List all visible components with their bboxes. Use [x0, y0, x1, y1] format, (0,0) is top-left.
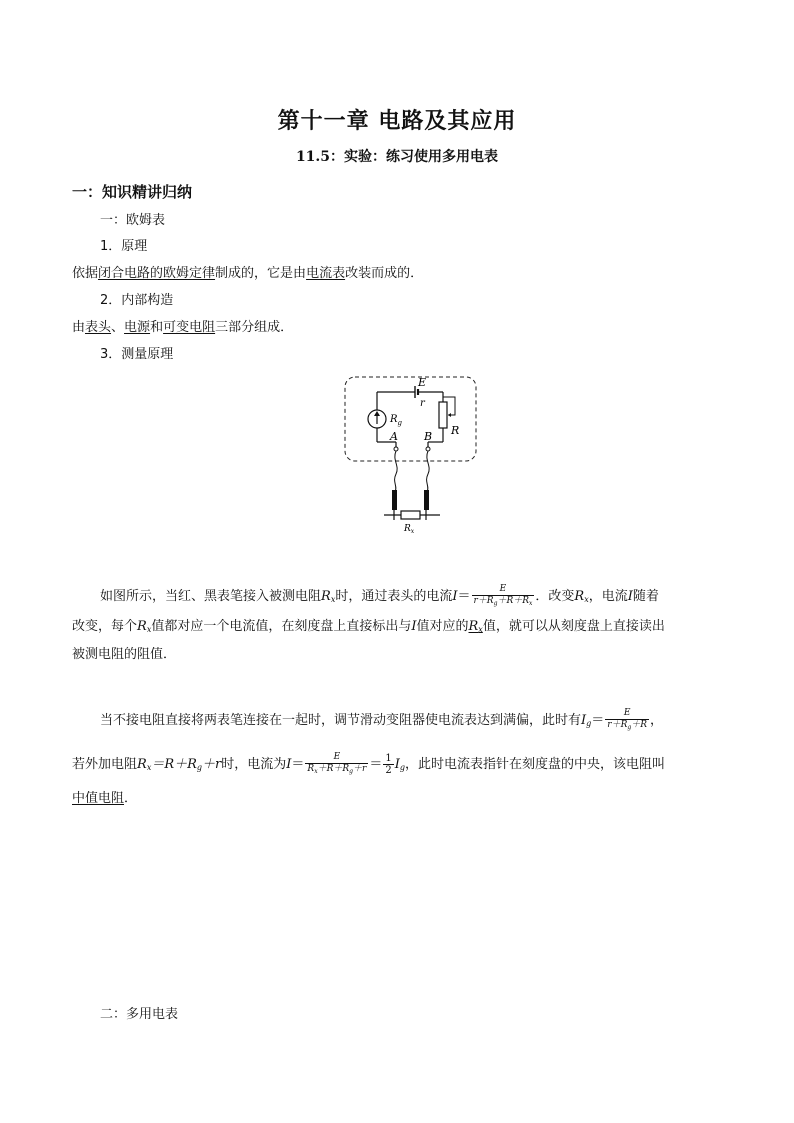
para2-l2d: 时，电流为	[221, 757, 287, 772]
para1-rx3-sub: x	[146, 625, 152, 634]
para2-line2	[72, 752, 665, 777]
para2-Rx	[137, 757, 151, 772]
principle-label: 1．原理	[100, 239, 148, 254]
para1-line1	[100, 584, 659, 609]
para2-Ig-sub: g	[586, 719, 592, 728]
structure-sep: 、	[111, 320, 125, 335]
structure-and: 和	[150, 320, 164, 335]
label-Rx	[403, 524, 415, 535]
para2-line1	[100, 708, 663, 733]
frac-den-b-sub: x	[529, 600, 533, 607]
para2-sum	[151, 757, 221, 772]
fs-frac-den-b: ＋R	[631, 720, 648, 730]
para2-Rx-sub: x	[146, 763, 152, 772]
para1-I2: I	[627, 589, 633, 604]
fs-frac-den-a-sub: g	[627, 724, 632, 731]
label-Rg-sub: g	[397, 419, 403, 427]
frac-denominator	[472, 595, 535, 609]
mid-frac-den-a: R	[307, 764, 315, 774]
term-closed-circuit: 闭合电路的	[98, 266, 164, 281]
label-B: B	[424, 430, 433, 443]
para2-Ig-main: I	[581, 713, 587, 728]
half-fraction	[383, 753, 393, 776]
para2-comma: ，	[650, 713, 664, 728]
para1-I3: I	[411, 619, 417, 634]
rx-resistor-symbol	[401, 511, 420, 519]
mid-current-fraction	[305, 752, 368, 777]
para1-line2d: 值，就可以从刻度盘上直接读出	[482, 619, 665, 634]
frac-numerator: E	[499, 584, 507, 594]
para1-rx1	[321, 589, 335, 604]
half-denominator: 2	[385, 765, 392, 776]
label-r: r	[420, 398, 425, 409]
para1-line3: 被测电阻的阻值．	[72, 647, 177, 662]
mid-frac-den-c: ＋r	[353, 764, 367, 774]
frac-den-a: r＋R	[473, 596, 494, 606]
para1-line2	[72, 618, 665, 639]
para1-rx2	[574, 589, 588, 604]
para1-line2a: 改变，每个	[72, 619, 138, 634]
fs-frac-numerator: E	[623, 708, 631, 718]
para1-rx1-sub: x	[330, 595, 336, 604]
principle-mid: 制成的，它是由	[215, 266, 307, 281]
mid-frac-numerator: E	[333, 752, 341, 762]
para1-rx1-main: R	[321, 589, 331, 604]
structure-pre: 由	[72, 320, 86, 335]
para2-l2b-sub: g	[196, 763, 203, 772]
label-Rg-main: R	[390, 414, 398, 425]
para2-eq2: ＝	[291, 757, 305, 772]
para2-l2c: ＋r	[202, 757, 222, 772]
mid-frac-den-b-sub: g	[349, 768, 353, 775]
probe-lead-red	[395, 451, 398, 492]
label-R: R	[451, 424, 460, 437]
chapter-title: 第十一章 电路及其应用	[277, 108, 517, 134]
para1-rx2-sub: x	[584, 595, 589, 604]
para1-line2b: 值都对应一个电流值，在刻度盘上直接标出与	[151, 619, 412, 634]
structure-post: 三部分组成．	[215, 320, 294, 335]
para1-rx3	[137, 619, 151, 634]
measure-label: 3．测量原理	[100, 347, 174, 362]
para1-s5: 随着	[632, 589, 659, 604]
para2-Ig2-main: I	[394, 757, 400, 772]
term-ammeter: 电流表	[306, 266, 346, 281]
para2-Ig2-sub: g	[399, 763, 405, 772]
term-power-source: 电源	[124, 320, 151, 335]
principle-post: 改装而成的．	[345, 266, 424, 281]
para1-s2: 时，通过表头的电流	[335, 589, 453, 604]
mid-frac-den-a-sub: x	[314, 768, 318, 775]
para1-rx4-main: R	[468, 619, 479, 634]
structure-text	[72, 319, 293, 337]
frac-den-b: ＋R＋R	[497, 596, 529, 606]
rheostat-slider-arrow	[448, 413, 451, 417]
rheostat-R-symbol	[439, 402, 447, 428]
ohmmeter-heading: 一：欧姆表	[100, 213, 166, 228]
probe-lead-black	[427, 451, 430, 492]
para2-Ig	[581, 713, 591, 728]
para2-l2a: 若外加电阻	[72, 757, 138, 772]
internal-box-outline	[345, 377, 476, 461]
para2-eq: ＝	[591, 713, 605, 728]
para1-eq: ＝	[457, 589, 471, 604]
label-E: E	[418, 376, 427, 389]
para2-l2b: ＝R＋R	[151, 757, 197, 772]
probe-red	[392, 490, 397, 510]
label-A: A	[390, 430, 398, 443]
lesson-subtitle: 11.5：实验：练习使用多用电表	[295, 149, 499, 165]
term-ohms-law: 欧姆定律	[163, 266, 216, 281]
principle-text	[72, 265, 423, 283]
probe-black	[424, 490, 429, 510]
para1-rx4	[469, 619, 483, 634]
section-heading-knowledge: 一：知识精讲归纳	[72, 183, 193, 201]
current-formula-fraction	[472, 584, 535, 609]
para2-I: I	[286, 757, 292, 772]
term-meter-head: 表头	[85, 320, 112, 335]
para1-line2c: 值对应的	[416, 619, 469, 634]
fs-frac-denominator	[605, 719, 649, 733]
para2-Ig2	[395, 757, 405, 772]
label-Rx-main: R	[404, 524, 411, 534]
para1-rx3-main: R	[137, 619, 147, 634]
multimeter-heading: 二：多用电表	[100, 1007, 179, 1022]
structure-label: 2．内部构造	[100, 293, 174, 308]
para2-Rx-main: R	[137, 757, 147, 772]
fs-frac-den-a: r＋R	[607, 720, 628, 730]
term-mid-value-resistance: 中值电阻	[72, 791, 125, 806]
para1-rx4-sub: x	[478, 625, 483, 634]
para2-s1: 当不接电阻直接将两表笔连接在一起时，调节滑动变阻器使电流表达到满偏，此时有	[100, 713, 582, 728]
para2-line3	[72, 790, 137, 808]
label-Rg	[389, 414, 403, 427]
para2-l2e: ，此时电流表指针在刻度盘的中央，该电阻叫	[404, 757, 665, 772]
para2-eq3: ＝	[369, 757, 383, 772]
label-Rx-sub: x	[410, 528, 415, 535]
ohmmeter-circuit-diagram	[340, 372, 485, 540]
half-numerator: 1	[385, 753, 392, 764]
para1-I: I	[452, 589, 458, 604]
para1-s3: ．改变	[535, 589, 575, 604]
para2-line3-post: ．	[124, 791, 138, 806]
terminal-B	[426, 447, 430, 451]
full-scale-fraction	[605, 708, 649, 733]
frac-den-a-sub: g	[493, 600, 498, 607]
term-variable-resistor: 可变电阻	[163, 320, 216, 335]
mid-frac-den-b: ＋R＋R	[317, 764, 350, 774]
para1-rx2-main: R	[574, 589, 585, 604]
principle-pre: 依据	[72, 266, 99, 281]
para1-s4: ，电流	[588, 589, 628, 604]
mid-frac-denominator	[305, 763, 368, 777]
para1-s1: 如图所示，当红、黑表笔接入被测电阻	[100, 589, 322, 604]
terminal-A	[394, 447, 398, 451]
